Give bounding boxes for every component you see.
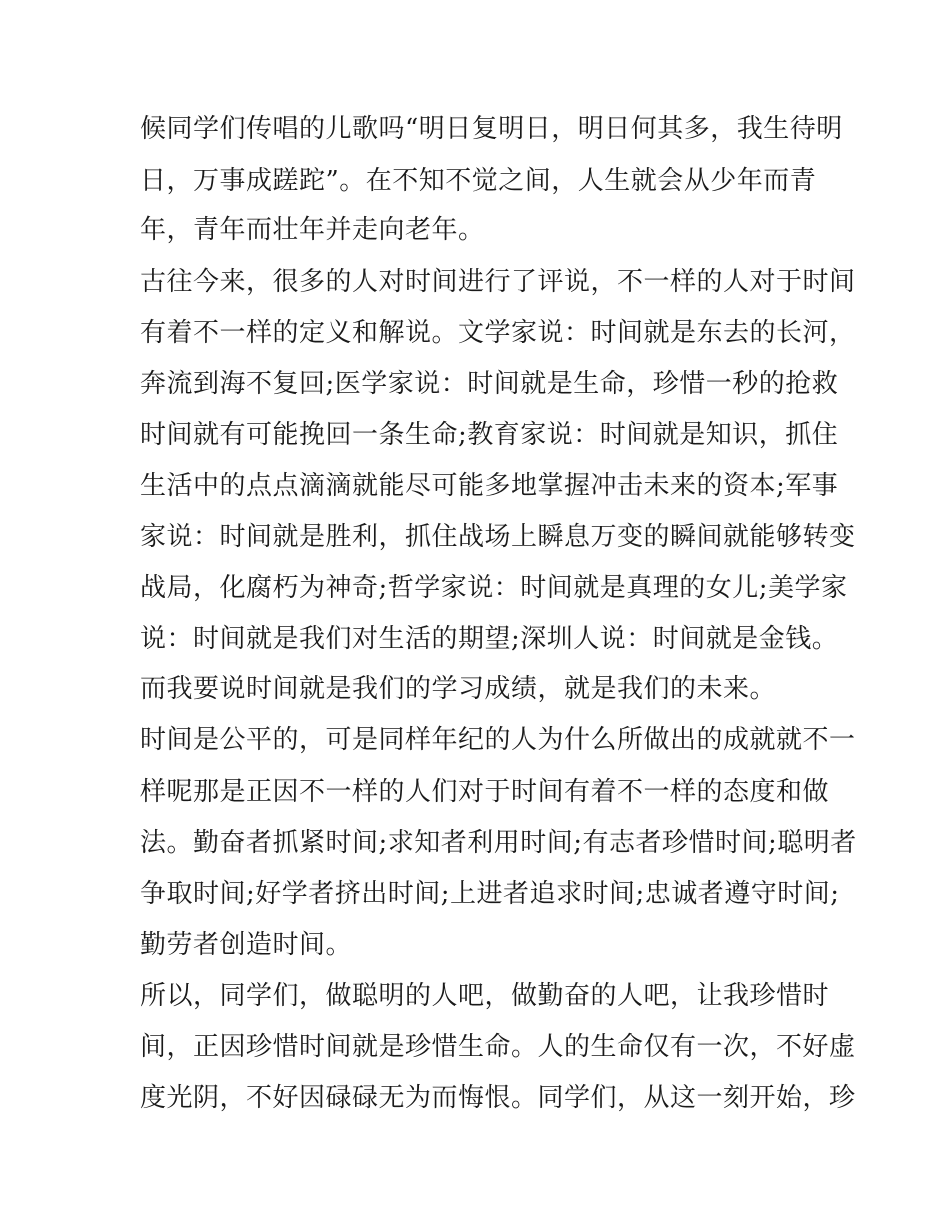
text-line: 样呢那是正因不一样的人们对于时间有着不一样的态度和做 xyxy=(140,777,830,807)
text-line: 有着不一样的定义和解说。文学家说：时间就是东去的长河， xyxy=(140,318,856,348)
text-line: 说：时间就是我们对生活的期望;深圳人说：时间就是金钱。 xyxy=(140,624,839,654)
text-line: 年，青年而壮年并走向老年。 xyxy=(140,215,485,245)
text-line: 法。勤奋者抓紧时间;求知者利用时间;有志者珍惜时间;聪明者 xyxy=(140,828,857,858)
text-line: 奔流到海不复回;医学家说：时间就是生命，珍惜一秒的抢救 xyxy=(140,369,839,399)
text-line: 勤劳者创造时间。 xyxy=(140,930,353,960)
text-line: 生活中的点点滴滴就能尽可能多地掌握冲击未来的资本;军事 xyxy=(140,471,839,501)
text-line: 日，万事成蹉跎”。在不知不觉之间，人生就会从少年而青 xyxy=(140,166,817,196)
text-line: 古往今来，很多的人对时间进行了评说，不一样的人对于时间 xyxy=(140,267,856,297)
text-line: 时间是公平的，可是同样年纪的人为什么所做出的成就就不一 xyxy=(140,725,856,755)
text-line: 间，正因珍惜时间就是珍惜生命。人的生命仅有一次，不好虚 xyxy=(140,1032,856,1062)
text-line: 家说：时间就是胜利，抓住战场上瞬息万变的瞬间就能够转变 xyxy=(140,522,856,552)
text-line: 争取时间;好学者挤出时间;上进者追求时间;忠诚者遵守时间; xyxy=(140,879,840,909)
text-line: 战局，化腐朽为神奇;哲学家说：时间就是真理的女儿;美学家 xyxy=(140,573,848,603)
text-line: 而我要说时间就是我们的学习成绩，就是我们的未来。 xyxy=(140,674,777,704)
text-line: 时间就有可能挽回一条生命;教育家说：时间就是知识，抓住 xyxy=(140,420,839,450)
text-line: 候同学们传唱的儿歌吗“明日复明日，明日何其多，我生待明 xyxy=(140,114,843,144)
text-line: 所以，同学们，做聪明的人吧，做勤奋的人吧，让我珍惜时 xyxy=(140,981,830,1011)
text-line: 度光阴，不好因碌碌无为而悔恨。同学们，从这一刻开始，珍 xyxy=(140,1083,856,1113)
